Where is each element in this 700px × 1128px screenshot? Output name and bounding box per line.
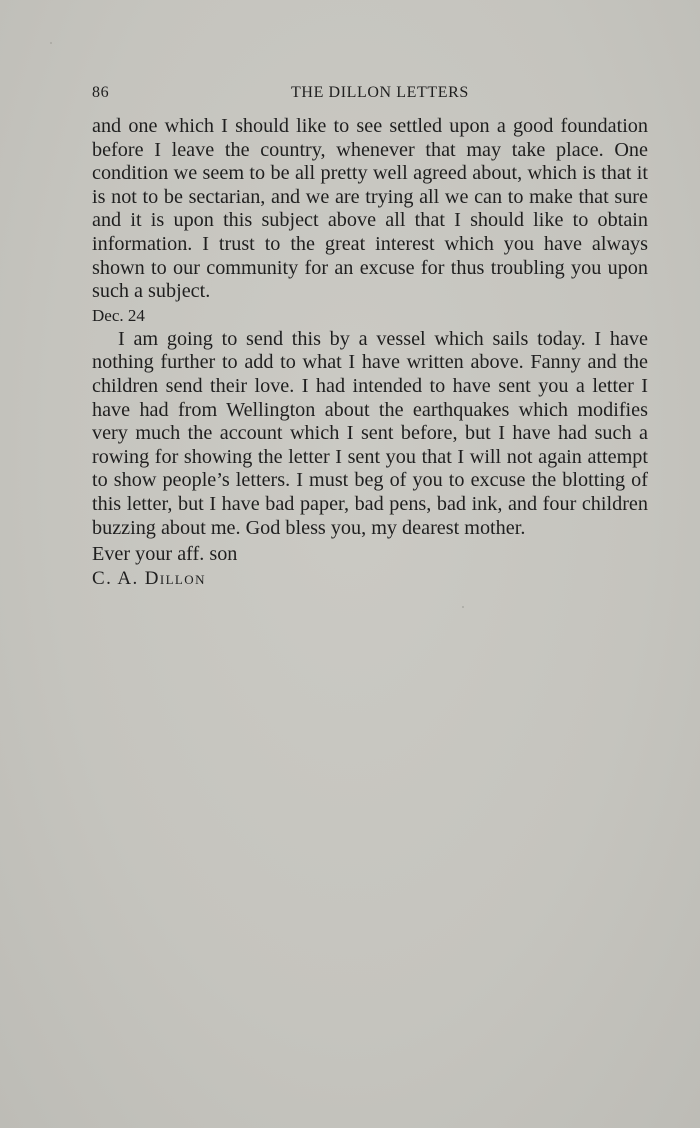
letter-body [92,115,648,592]
paragraph-dec-24: I am going to send this by a vessel which sails today. I have nothing further to add to what I have written above. Fanny and the children send their love. I had intended to have sent you a letter I have had from Wellington about the earthquakes which modifies very much the account which I sent before, but I have had such a rowing for showing the letter I sent you that I will not again attempt to show people’s letters. I must beg of you to excuse the blotting of this letter, but I have bad paper, bad pens, bad ink, and four children buzzing about me. God bless you, my dearest mother. [92,327,648,539]
closing-line: Ever your aff. son [92,543,238,566]
paragraph-continued: and one which I should like to see settled upon a good foundation before I leave the country, whenever that may take place. One condition we seem to be all pretty well agreed about, which is that it is not to be sectarian, and we are trying all we can to make that sure and it is upon this subject above all that I should like to obtain information. I trust to the great interest which you have always shown to our community for an excuse for thus troubling you upon such a subject. [92,115,648,303]
running-head [92,84,648,106]
page-number: 86 [92,84,110,101]
signature: C. A. Dillon [92,568,206,590]
paper-speck [50,42,52,44]
running-title: THE DILLON LETTERS [291,84,469,101]
paper-speck [462,606,464,608]
dateline: Dec. 24 [92,305,145,325]
